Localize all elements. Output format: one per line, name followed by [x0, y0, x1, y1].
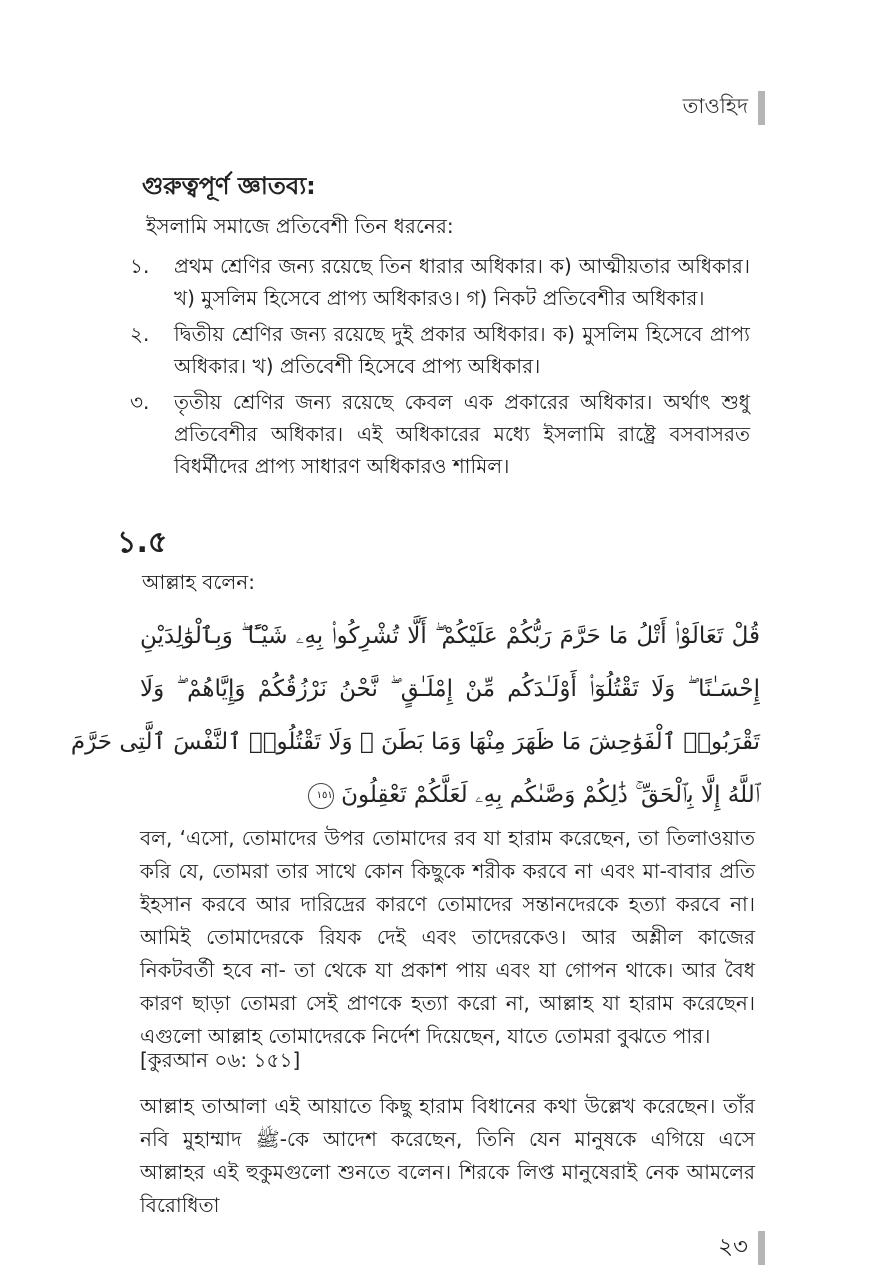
footer-bar: [758, 1231, 765, 1265]
list-number: ৩.: [130, 390, 150, 414]
section-number: ১.৫: [117, 525, 168, 560]
verse-line: ٱللَّهُ إِلَّا بِٱلْحَقِّ ۚ ذَٰلِكُمْ وَصَّىٰكُم بِهِۦ لَعَلَّكُمْ تَعْقِلُونَ: [341, 782, 760, 808]
verse-number-marker: ١٥١: [308, 783, 334, 809]
list-text: দ্বিতীয় শ্রেণির জন্য রয়েছে দুই প্রকার অধিকার। ক) মুসলিম হিসেবে প্রাপ্য অধিকার। খ) প্রতিবেশী হিসেবে প্রাপ্য অধিকার।: [174, 322, 750, 378]
verse-reference: [কুরআন ০৬: ১৫১]: [140, 1048, 301, 1072]
verse-translation: বল, ‘এসো, তোমাদের উপর তোমাদের রব যা হারাম করেছেন, তা তিলাওয়াত করি যে, তোমরা তার সাথে কোন কিছুকে শরীক করবে না এবং মা-বাবার প্রতি ইহসান করবে আর দারিদ্রের কারণে তোমাদের সন্তানদেরকে হত্যা করবে না। আমিই তোমাদেরকে রিযক দেই এবং তাদেরকেও। আর অশ্লীল কাজের নিকটবর্তী হবে না- তা থেকে যা প্রকাশ পায় এবং যা গোপন থাকে। আর বৈধ কারণ ছাড়া তোমরা সেই প্রাণকে হত্যা করো না, আল্লাহ যা হারাম করেছেন। এগুলো আল্লাহ তোমাদেরকে নির্দেশ দিয়েছেন, যাতে তোমরা বুঝতে পার।: [140, 826, 755, 1048]
header-bar: [758, 91, 765, 125]
list-text: প্রথম শ্রেণির জন্য রয়েছে তিন ধারার অধিকার। ক) আত্মীয়তার অধিকার। খ) মুসলিম হিসেবে প্রাপ্য অধিকারও। গ) নিকট প্রতিবেশীর অধিকার।: [174, 254, 750, 310]
commentary-paragraph: আল্লাহ তাআলা এই আয়াতে কিছু হারাম বিধানের কথা উল্লেখ করেছেন। তাঁর নবি মুহাম্মাদ ﷺ-কে আদেশ করেছেন, তিনি যেন মানুষকে এগিয়ে এসে আল্লাহর এই হুকুমগুলো শুনতে বলেন। শিরকে লিপ্ত মানুষেরাই নেক আমলের বিরোধিতা: [140, 1094, 755, 1217]
verse-line: قُلْ تَعَالَوْا۟ أَتْلُ مَا حَرَّمَ رَبُّكُمْ عَلَيْكُمْ ۖ أَلَّا تُشْرِكُوا۟ بِهِۦ شَيْـًٔا ۖ وَبِٱلْوَٰلِدَيْنِ: [140, 623, 760, 649]
notes-title: গুরুত্বপূর্ণ জ্ঞাতব্য:: [142, 172, 316, 200]
running-header: [683, 90, 765, 125]
page-number: ২৩: [718, 1234, 748, 1260]
notes-intro: ইসলামি সমাজে প্রতিবেশী তিন ধরনের:: [146, 214, 454, 238]
verse-line-last: [140, 769, 760, 822]
notes-list: [120, 250, 750, 486]
header-title: তাওহিদ: [682, 94, 748, 118]
page-footer: [718, 1228, 765, 1267]
verse-line: تَقْرَبُوا۟ ٱلْفَوَٰحِشَ مَا ظَهَرَ مِنْهَا وَمَا بَطَنَ ۖ وَلَا تَقْتُلُوا۟ ٱلنَّفْسَ ٱلَّتِى حَرَّمَ: [70, 729, 760, 755]
list-item: [120, 386, 750, 482]
list-item: [120, 250, 750, 314]
verse-line: إِحْسَـٰنًا ۖ وَلَا تَقْتُلُوٓا۟ أَوْلَـٰدَكُم مِّنْ إِمْلَـٰقٍ ۖ نَّحْنُ نَرْزُقُكُمْ وَإِيَّاهُمْ ۖ وَلَا: [140, 676, 760, 702]
list-number: ১.: [130, 254, 150, 278]
list-number: ২.: [130, 322, 150, 346]
list-item: [120, 318, 750, 382]
list-text: তৃতীয় শ্রেণির জন্য রয়েছে কেবল এক প্রকারের অধিকার। অর্থাৎ শুধু প্রতিবেশীর অধিকার। এই অধিকারের মধ্যে ইসলামি রাষ্ট্রে বসবাসরত বিধর্মীদের প্রাপ্য সাধারণ অধিকারও শামিল।: [174, 390, 750, 478]
arabic-verse: [70, 610, 760, 822]
section-intro: আল্লাহ বলেন:: [142, 570, 255, 594]
